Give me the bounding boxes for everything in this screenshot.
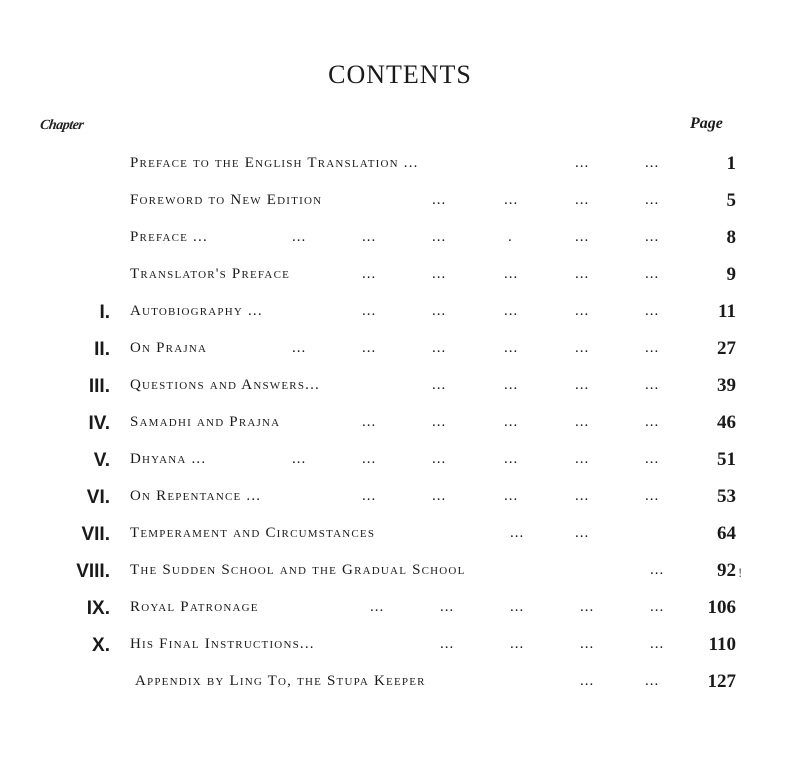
toc-entry: [0, 145, 800, 182]
leader-dots: ...: [510, 525, 525, 541]
chapter-number: IV.: [88, 413, 110, 434]
chapter-column-header: Chapter: [39, 118, 85, 133]
page-number: 1: [726, 153, 736, 174]
toc-entry: [0, 256, 800, 293]
stray-mark: !: [738, 565, 743, 580]
leader-dots: ...: [645, 192, 660, 208]
chapter-title: Dhyana ...: [130, 451, 207, 467]
chapter-number: III.: [88, 376, 110, 397]
leader-dots: ...: [362, 414, 377, 430]
page-number: 51: [717, 449, 736, 470]
leader-dots: ...: [432, 266, 447, 282]
page-column-header: Page: [690, 115, 723, 132]
leader-dots: ...: [645, 229, 660, 245]
chapter-title: Questions and Answers...: [130, 377, 321, 393]
chapter-title: On Repentance ...: [130, 488, 262, 504]
leader-dots: ...: [362, 340, 377, 356]
leader-dots: ...: [575, 414, 590, 430]
leader-dots: ...: [504, 266, 519, 282]
toc-entry: [0, 219, 800, 256]
page-number: 5: [726, 190, 736, 211]
leader-dots: ...: [575, 377, 590, 393]
leader-dots: ...: [292, 451, 307, 467]
leader-dots: ...: [432, 229, 447, 245]
chapter-title: Preface ...: [130, 229, 208, 245]
chapter-number: VII.: [81, 524, 110, 545]
leader-dots: ...: [575, 303, 590, 319]
toc-entry: [0, 367, 800, 404]
chapter-number: II.: [94, 339, 110, 360]
leader-dots: ...: [432, 377, 447, 393]
leader-dots: ...: [645, 377, 660, 393]
page-number: 92: [717, 560, 736, 581]
page-number: 53: [717, 486, 736, 507]
page-number: 127: [707, 671, 736, 692]
chapter-title: Autobiography ...: [130, 303, 263, 319]
chapter-number: VIII.: [76, 561, 110, 582]
chapter-number: V.: [93, 450, 110, 471]
leader-dots: ...: [504, 488, 519, 504]
leader-dots: ...: [432, 303, 447, 319]
leader-dots: ...: [575, 192, 590, 208]
toc-entry: [0, 478, 800, 515]
leader-dots: ...: [575, 155, 590, 171]
leader-dots: ...: [580, 636, 595, 652]
toc-entry: [0, 626, 800, 663]
leader-dots: ...: [432, 192, 447, 208]
page-number: 9: [726, 264, 736, 285]
leader-dots: ...: [362, 303, 377, 319]
leader-dots: ...: [645, 340, 660, 356]
leader-dots: ...: [362, 266, 377, 282]
chapter-title: Royal Patronage: [130, 599, 259, 615]
page-number: 106: [707, 597, 736, 618]
chapter-number: IX.: [86, 598, 110, 619]
leader-dots: ...: [432, 340, 447, 356]
toc-entry: [0, 552, 800, 589]
leader-dots: ...: [645, 673, 660, 689]
leader-dots: ...: [504, 192, 519, 208]
page-number: 27: [717, 338, 736, 359]
leader-dots: ...: [362, 488, 377, 504]
leader-dots: ...: [645, 266, 660, 282]
leader-dots: ...: [575, 488, 590, 504]
page-number: 110: [708, 634, 736, 655]
chapter-title: His Final Instructions...: [130, 636, 315, 652]
leader-dots: ...: [580, 599, 595, 615]
leader-dots: ...: [575, 229, 590, 245]
leader-dots: ...: [504, 340, 519, 356]
leader-dots: ...: [510, 599, 525, 615]
leader-dots: ...: [432, 414, 447, 430]
chapter-number: VI.: [86, 487, 110, 508]
page-number: 64: [717, 523, 736, 544]
toc-entry: [0, 515, 800, 552]
leader-dots: ...: [650, 562, 665, 578]
page-number: 46: [717, 412, 736, 433]
chapter-title: Preface to the English Translation ...: [130, 155, 419, 171]
toc-entry: [0, 441, 800, 478]
toc-entry: [0, 663, 800, 700]
leader-dots: ...: [432, 451, 447, 467]
leader-dots: ...: [440, 599, 455, 615]
leader-dots: ...: [504, 377, 519, 393]
page-number: 39: [717, 375, 736, 396]
leader-dots: ...: [362, 451, 377, 467]
leader-dots: ...: [650, 636, 665, 652]
leader-dots: ...: [362, 229, 377, 245]
chapter-title: Samadhi and Prajna: [130, 414, 281, 430]
leader-dots: ...: [575, 266, 590, 282]
chapter-title: Temperament and Circumstances: [130, 525, 376, 541]
leader-dots: ...: [504, 451, 519, 467]
leader-dots: ...: [645, 303, 660, 319]
leader-dots: ...: [292, 340, 307, 356]
toc-entry: [0, 404, 800, 441]
leader-dots: ...: [575, 451, 590, 467]
leader-dots: ...: [292, 229, 307, 245]
leader-dots: .: [508, 229, 513, 245]
leader-dots: ...: [432, 488, 447, 504]
leader-dots: ...: [504, 414, 519, 430]
leader-dots: ...: [650, 599, 665, 615]
leader-dots: ...: [575, 340, 590, 356]
chapter-title: Foreword to New Edition: [130, 192, 323, 208]
leader-dots: ...: [370, 599, 385, 615]
toc-entry: [0, 182, 800, 219]
chapter-title: The Sudden School and the Gradual School: [130, 562, 466, 578]
page-title: CONTENTS: [328, 60, 472, 89]
leader-dots: ...: [645, 451, 660, 467]
page-number: 8: [726, 227, 736, 248]
toc-entry: [0, 330, 800, 367]
chapter-number: I.: [99, 302, 110, 323]
leader-dots: ...: [645, 414, 660, 430]
chapter-title: Appendix by Ling To, the Stupa Keeper: [135, 673, 426, 689]
leader-dots: ...: [580, 673, 595, 689]
toc-entry: [0, 293, 800, 330]
page-number: 11: [718, 301, 736, 322]
leader-dots: ...: [645, 155, 660, 171]
toc-entry: [0, 589, 800, 626]
leader-dots: ...: [575, 525, 590, 541]
chapter-title: On Prajna: [130, 340, 208, 356]
chapter-number: X.: [92, 635, 110, 656]
leader-dots: ...: [504, 303, 519, 319]
leader-dots: ...: [510, 636, 525, 652]
leader-dots: ...: [645, 488, 660, 504]
toc-list: [0, 145, 800, 700]
leader-dots: ...: [440, 636, 455, 652]
chapter-title: Translator's Preface: [130, 266, 291, 282]
